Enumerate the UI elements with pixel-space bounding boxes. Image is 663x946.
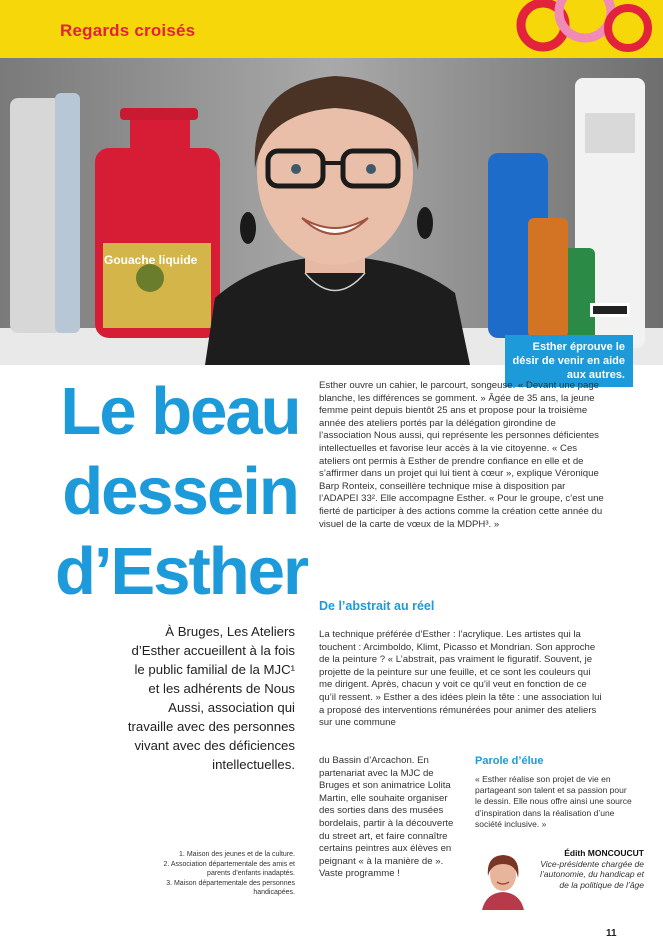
sidebar-quote-box (475, 755, 635, 830)
sidebar-quote: « Esther réalise son projet de vie en partageant son talent et sa passion pour le dessin. Elle nous offre ainsi une source d’inspiration dans la réalisation d’une société inclusive. » (475, 774, 632, 829)
page-number: 11 (606, 928, 617, 939)
footnote: 2. Association départementale des amis et parents d’enfants inadaptés. (163, 860, 295, 877)
photo-illustration (0, 58, 663, 365)
photo-caption: Esther éprouve le désir de venir en aide aux autres. (505, 335, 633, 387)
portrait-illustration (478, 848, 528, 910)
signature (532, 848, 644, 890)
portrait-photo (478, 848, 528, 910)
section-title: Regards croisés (60, 21, 196, 40)
official-name: Édith MONCOUCUT (564, 848, 644, 858)
body-paragraph-2: La technique préférée d’Esther : l’acrylique. Les artistes qui la touchent : Arcimboldo, Klimt, Picasso et Mondrian. Son approche de la peinture ? « L’abstrait, pas vraiment le figuratif. Souvent, je projette de la peinture sur une feuille, et ce sont les couleurs qui me dirigent. Après, chacun y voit ce qu’il veut en fonction de ce qu’il ressent. » Esther a des idées plein la tête : une association lui a proposé des interventions rémunérées pour animer des ateliers sur une commune (319, 629, 602, 729)
footnote: 1. Maison des jeunes et de la culture. (179, 851, 295, 858)
article-photo (0, 58, 663, 365)
subheading: De l’abstrait au réel (319, 599, 435, 613)
header-band (0, 0, 663, 58)
sidebar-title: Parole d’élue (475, 755, 544, 767)
footnotes (150, 850, 295, 898)
footnote: 3. Maison départementale des personnes handicapées. (166, 879, 295, 896)
article-lead: À Bruges, Les Ateliers d’Esther accueillent à la fois le public familial de la MJC¹ et les adhérents de Nous Aussi, association qui travaille avec des personnes vivant avec des déficiences intellectuelles. (127, 624, 295, 772)
bottle-label: Gouache liquide (104, 253, 198, 267)
circles-decoration-icon (513, 0, 663, 58)
body-paragraph-1: Esther ouvre un cahier, le parcourt, songeuse. « Devant une page blanche, les différences se gomment. » Âgée de 35 ans, la jeune femme peint depuis bientôt 25 ans et propose pour la troisième année des ateliers portés par la délégation girondine de l’association Nous aussi, qui représente les personnes déficientes intellectuelles et favorise leur accès à la vie citoyenne. « Ces ateliers ont permis à Esther de prendre confiance en elle et de s’affirmer dans un projet qui lui tient à cœur », explique Véronique Barp Ronteix, conseillère technique mise à disposition par l’ADAPEI 33². Elle accompagne Esther. « Pour le groupe, c’est une fierté de participer à des actions comme la création cette année du visuel de la carte de vœux de la MDPH³. » (319, 380, 604, 530)
article-title: Le beau dessein d’Esther (55, 374, 308, 609)
body-paragraph-3: du Bassin d’Arcachon. En partenariat avec la MJC de Bruges et son animatrice Lolita Martin, elle souhaite organiser des sorties dans des musées bordelais, partir à la découverte du street art, et faire connaître certains peintres aux élèves en peignant « à la manière de ». Vaste programme ! (319, 755, 454, 880)
official-role: Vice-présidente chargée de l’autonomie, du handicap et de la politique de l’âge (540, 858, 644, 890)
